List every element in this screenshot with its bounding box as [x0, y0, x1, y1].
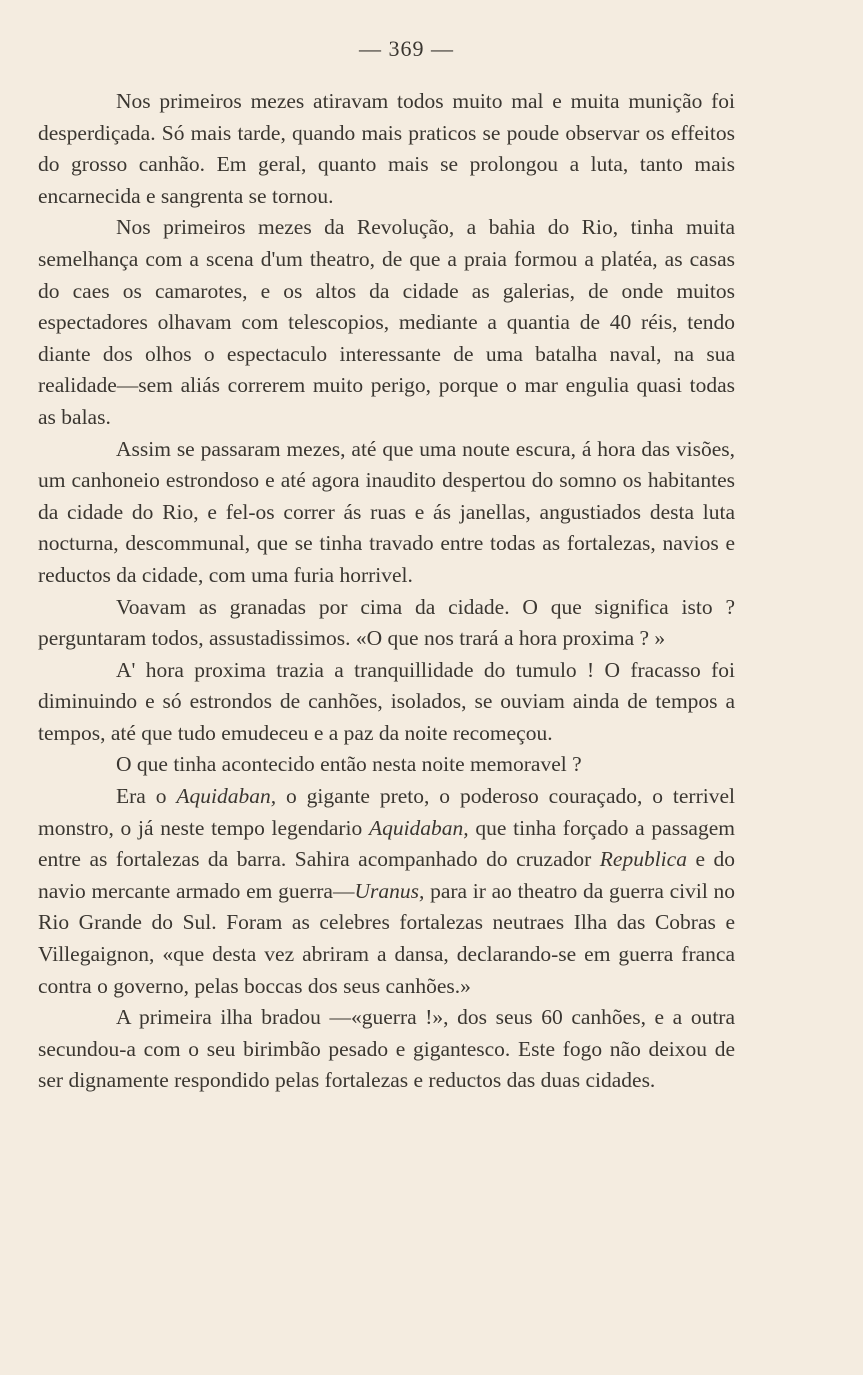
paragraph-6	[38, 749, 735, 781]
paragraph-2	[38, 212, 735, 433]
ship-name-aquidaban: Aquidaban,	[176, 784, 277, 809]
paragraph-text: Assim se passaram mezes, até que uma noute escura, á hora das visões, um canhoneio estrondoso e até agora inaudito despertou do somno os habitantes da cidade do Rio, e fel-os correr ás ruas e ás janellas, angustiados desta luta nocturna, descommunal, que se tinha travado entre todas as fortalezas, navios e reductos da cidade, com uma furia horrivel.	[38, 436, 735, 587]
paragraph-5	[38, 655, 735, 750]
paragraph-text: Nos primeiros mezes atiravam todos muito mal e muita munição foi desperdiçada. Só mais tarde, quando mais praticos se poude observar os effeitos do grosso canhão. Em geral, quanto mais se prolongou a luta, tanto mais encarnecida e sangrenta se tornou.	[38, 89, 735, 208]
paragraph-text: A primeira ilha bradou —«guerra !», dos seus 60 canhões, e a outra secundou-a com o seu birimbão pesado e gigantesco. Este fogo não deixou de ser dignamente respondido pelas fortalezas e reductos das duas cidades.	[38, 1005, 735, 1093]
ship-name-republica: Republica	[599, 847, 687, 872]
paragraph-text: O que tinha acontecido então nesta noite memoravel ?	[116, 752, 582, 777]
body-text	[38, 86, 735, 1097]
paragraph-text: Era o	[116, 784, 177, 809]
ship-name-aquidaban: Aquidaban,	[368, 815, 469, 840]
paragraph-text: Voavam as granadas por cima da cidade. O que significa isto ? perguntaram todos, assustadissimos. «O que nos trará a hora proxima ? »	[38, 594, 735, 651]
ship-name-uranus: Uranus,	[354, 878, 425, 903]
paragraph-4	[38, 592, 735, 655]
paragraph-text: e do navio mercante armado em guerra—	[38, 847, 735, 903]
paragraph-text: para ir ao theatro da guerra civil no Rio Grande do Sul. Foram as celebres fortalezas neutraes Ilha das Cobras e Villegaignon, «que desta vez abriram a dansa, declarando-se em guerra franca contra o governo, pelas boccas dos seus canhões.»	[38, 878, 735, 998]
paragraph-7	[38, 781, 735, 1002]
paragraph-1	[38, 86, 735, 212]
paragraph-text: o gigante preto, o poderoso couraçado, o terrivel monstro, o já neste tempo legendario	[38, 784, 735, 840]
paragraph-3	[38, 434, 735, 592]
paragraph-8	[38, 1002, 735, 1097]
paragraph-text: A' hora proxima trazia a tranquillidade do tumulo ! O fracasso foi diminuindo e só estrondos de canhões, isolados, se ouviam ainda de tempos a tempos, até que tudo emudeceu e a paz da noite recomeçou.	[38, 657, 735, 745]
page-number: — 369 —	[359, 36, 454, 61]
paragraph-text: que tinha forçado a passagem entre as fortalezas da barra. Sahira acompanhado do cruzador	[38, 815, 735, 872]
paragraph-text: Nos primeiros mezes da Revolução, a bahia do Rio, tinha muita semelhança com a scena d'um theatro, de que a praia formou a platéa, as casas do caes os camarotes, e os altos da cidade as galerias, de onde muitos espectadores olhavam com telescopios, mediante a quantia de 40 réis, tendo diante dos olhos o espectaculo interessante de uma batalha naval, na sua realidade—sem aliás correrem muito perigo, porque o mar engulia quasi todas as balas.	[38, 215, 735, 429]
